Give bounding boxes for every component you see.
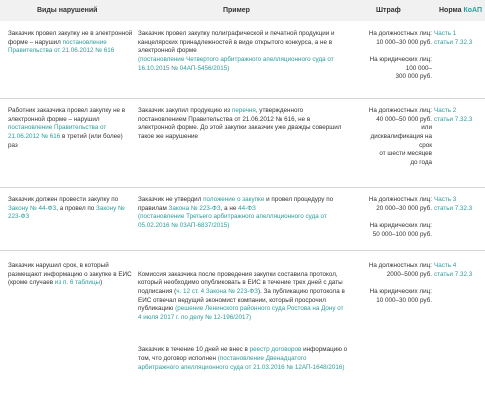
column-header-example: Пример xyxy=(223,7,250,14)
text-segment: Комиссия заказчика после проведения закупки составила протокол, который необходимо опубликовать в ЕИС в течение трех дней с даты подписания ( xyxy=(138,270,343,296)
koap-link[interactable]: КоАП xyxy=(463,7,482,14)
violation-cell xyxy=(8,262,134,288)
row-divider xyxy=(0,250,485,251)
reference-link[interactable]: ч. 12 ст. 4 Закона № 223-ФЗ xyxy=(176,288,258,296)
text-segment: Заказчик в течение 10 дней не внес в xyxy=(138,346,250,354)
example-cell xyxy=(138,196,348,231)
reference-link[interactable]: из п. 6 таблицы xyxy=(54,279,101,287)
example-cell xyxy=(138,262,348,381)
text-segment: , а провел по xyxy=(56,204,97,212)
text-segment: Заказчик не утвердил xyxy=(138,196,204,203)
reference-link[interactable]: Закона № 223-ФЗ xyxy=(168,204,221,212)
text-segment: ). За публикацию протокола в ЕИС отвечал ведущий экономист компании, который просрочил публикацию xyxy=(138,288,345,313)
column-header-norm xyxy=(439,6,482,16)
text-segment: Работник заказчика провел закупку не в электронной форме – нарушил xyxy=(8,107,126,123)
reference-link[interactable]: постановление Правительства от 21.06.2012 № 616 xyxy=(8,38,115,55)
fine-cell: На должностных лиц: 20 000–30 000 руб. На юридических лиц: 50 000–100 000 руб. xyxy=(368,196,432,238)
reference-link[interactable]: (постановление Четвертого арбитражного апелляционного суда от 16.10.2015 № 04АП-5456/2015) xyxy=(138,56,334,72)
fine-cell: На должностных лиц: 40 000–50 000 руб. или дисквалификация на срок от шести месяцев до года xyxy=(368,107,432,167)
table-header xyxy=(0,0,485,21)
reference-link[interactable]: Закону № 44-ФЗ xyxy=(8,204,57,212)
text-segment: , утвержденного постановлением Правительства от 21.06.2012 № 616, не в электронной форме. До этой закупки заказчик уже дважды совершил такое же нарушение xyxy=(138,107,342,141)
fine-cell: На должностных лиц: 2000–5000 руб. На юридических лиц: 10 000–30 000 руб. xyxy=(368,262,432,304)
example-paragraph xyxy=(138,346,348,372)
column-header-fine: Штраф xyxy=(376,7,401,14)
text-segment: Заказчик должен провести закупку по xyxy=(8,196,119,203)
reference-link[interactable]: (постановление Третьего арбитражного апелляционного суда от 05.02.2016 № 03АП-6837/2015) xyxy=(138,213,327,230)
text-segment: ) xyxy=(100,279,103,287)
column-header-norm-label: Норма xyxy=(439,7,464,14)
reference-link[interactable]: Закону № 223-ФЗ xyxy=(8,204,125,221)
norm-link[interactable]: Часть 3 статьи 7.32.3 xyxy=(434,196,473,212)
column-header-violations: Виды нарушений xyxy=(37,7,98,14)
example-cell xyxy=(138,107,348,142)
reference-link[interactable]: 44-ФЗ xyxy=(238,204,256,212)
violation-cell xyxy=(8,107,134,150)
text-segment: Заказчик закупил продукцию из xyxy=(138,107,232,114)
norm-link[interactable]: Часть 1 статьи 7.32.3 xyxy=(434,30,473,46)
row-divider xyxy=(0,98,485,99)
norm-link[interactable]: Часть 2 статьи 7.32.3 xyxy=(434,107,473,123)
text-segment: и провел процедуру по правилам xyxy=(138,196,334,212)
text-segment: , а не xyxy=(220,204,239,212)
reference-link[interactable]: (решение Ленинского районного суда Ростова на Дону от 4 июля 2017 г. по делу № 12-196/2017) xyxy=(138,305,344,322)
fine-cell: На должностных лиц: 10 000–30 000 руб. На юридических лиц: 100 000– 300 000 руб. xyxy=(368,30,432,81)
text-segment: информацию о том, что договор исполнен xyxy=(138,346,348,362)
reference-link[interactable]: (постановление Двенадцатого арбитражного апелляционного суда от 21.03.2016 № 12АП-1648/2016) xyxy=(138,354,345,371)
violation-cell xyxy=(8,30,134,56)
reference-link[interactable]: постановление Правительства от 21.06.2012 № 616 xyxy=(8,124,107,141)
text-segment: Заказчик провел закупку полиграфической и печатной продукции и канцелярских принадлежностей в виде открытого конкурса, а не в электронной форме xyxy=(138,30,335,55)
norm-link[interactable]: Часть 4 статьи 7.32.3 xyxy=(434,262,473,278)
example-cell xyxy=(138,30,348,73)
reference-link[interactable]: положение о закупке xyxy=(203,196,265,203)
text-segment: Заказчик провел закупку не в электронной форме – нарушил xyxy=(8,30,133,46)
text-segment: в третий (или более) раз xyxy=(8,133,123,149)
violation-cell xyxy=(8,196,134,222)
example-paragraph xyxy=(138,271,348,323)
row-divider xyxy=(0,187,485,188)
text-segment: Заказчик нарушил срок, в который размещают информацию о закупке в ЕИС (кроме случаев xyxy=(8,262,132,287)
reference-link[interactable]: реестр договоров xyxy=(249,346,302,354)
reference-link[interactable]: перечня xyxy=(231,107,256,114)
